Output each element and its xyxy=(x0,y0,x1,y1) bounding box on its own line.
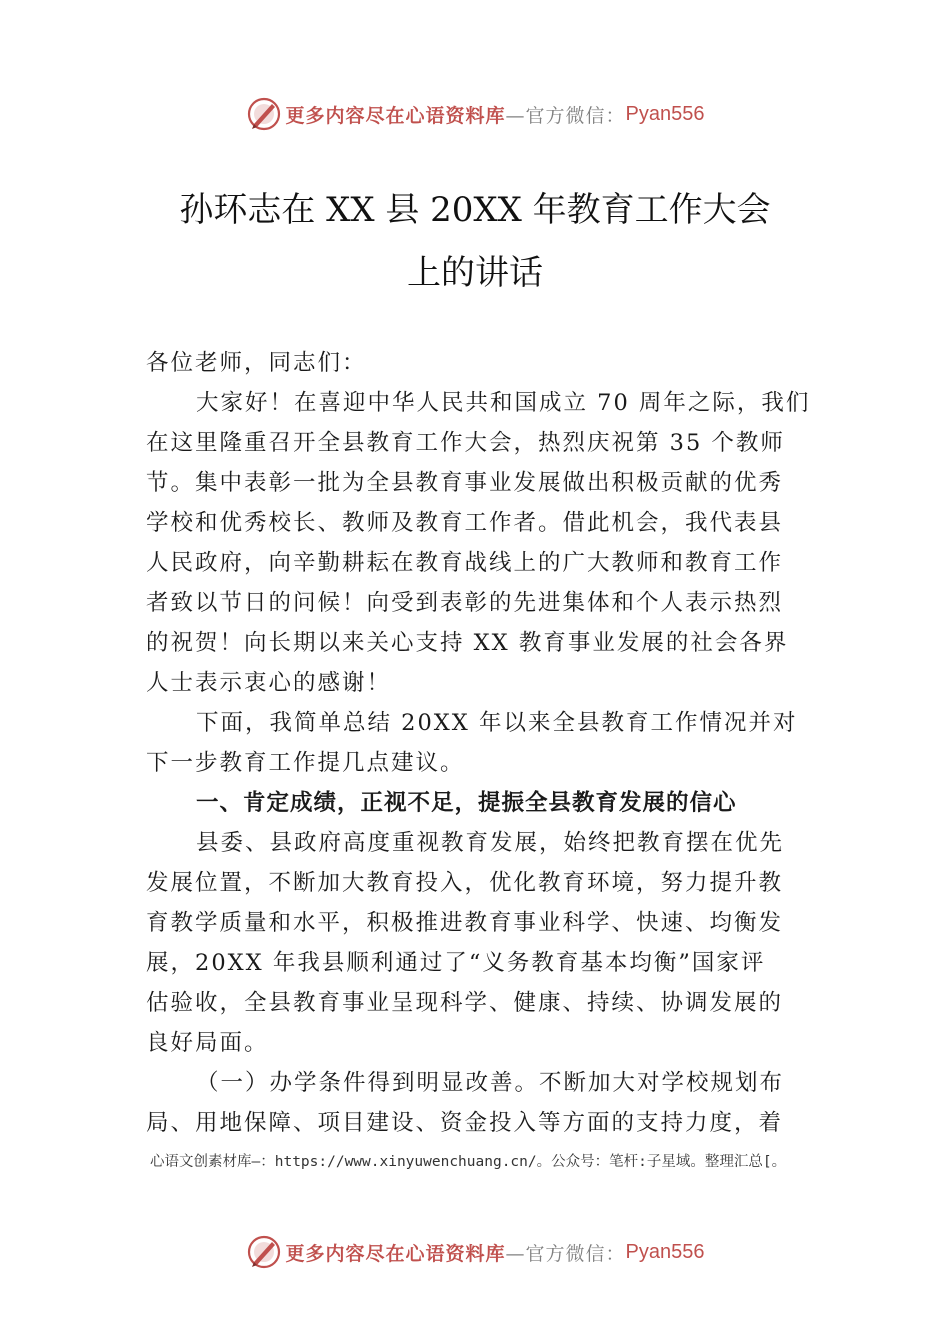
body-line: 下一步教育工作提几点建议。 xyxy=(146,750,465,776)
body-line: 局、用地保障、项目建设、资金投入等方面的支持力度，着 xyxy=(146,1110,784,1136)
body-line: 育教学质量和水平，积极推进教育事业科学、快速、均衡发 xyxy=(146,910,784,936)
watermark-banner-bottom xyxy=(0,1232,950,1272)
body-line: 估验收，全县教育事业呈现科学、健康、持续、协调发展的 xyxy=(146,990,784,1016)
body-line: （一）办学条件得到明显改善。不断加大对学校规划布 xyxy=(196,1070,785,1096)
body-line: 者致以节日的问候！向受到表彰的先进集体和个人表示热烈 xyxy=(146,590,784,616)
watermark-wechat-id: Pyan556 xyxy=(625,1240,705,1263)
body-line: 下面，我简单总结 20XX 年以来全县教育工作情况并对 xyxy=(196,710,798,736)
body-line: 学校和优秀校长、教师及教育工作者。借此机会，我代表县 xyxy=(146,510,784,536)
body-line: 发展位置，不断加大教育投入，优化教育环境，努力提升教 xyxy=(146,870,784,896)
watermark-wechat-id: Pyan556 xyxy=(625,102,705,125)
body-line: 大家好！在喜迎中华人民共和国成立 70 周年之际，我们 xyxy=(196,390,811,416)
body-line: 在这里隆重召开全县教育工作大会，热烈庆祝第 35 个教师 xyxy=(146,430,785,456)
watermark-wechat-label: —官方微信： xyxy=(505,1242,626,1265)
document-title-line1: 孙环志在 XX 县 20XX 年教育工作大会 xyxy=(179,190,771,230)
section-heading: 一、肯定成绩，正视不足，提振全县教育发展的信心 xyxy=(196,790,737,816)
body-line: 良好局面。 xyxy=(146,1030,269,1056)
body-line: 人士表示衷心的感谢！ xyxy=(146,670,392,696)
body-line: 展，20XX 年我县顺利通过了“义务教育基本均衡”国家评 xyxy=(146,950,766,976)
document-title-line2: 上的讲话 xyxy=(407,253,543,293)
body-line: 节。集中表彰一批为全县教育事业发展做出积极贡献的优秀 xyxy=(146,470,784,496)
watermark-wechat-label: —官方微信： xyxy=(505,104,626,127)
watermark-text: 更多内容尽在心语资料库 xyxy=(285,104,506,127)
speech-body xyxy=(146,343,811,1143)
pen-seal-logo-icon xyxy=(246,96,282,132)
pen-seal-logo-icon xyxy=(246,1234,282,1270)
body-line: 县委、县政府高度重视教育发展，始终把教育摆在优先 xyxy=(196,830,785,856)
source-footer-note: 心语文创素材库—：https://www.xinyuwenchuang.cn/。公众号：笔杆:子星域。整理汇总[。 xyxy=(150,1154,787,1170)
body-line: 的祝贺！向长期以来关心支持 XX 教育事业发展的社会各界 xyxy=(146,630,789,656)
body-line: 人民政府，向辛勤耕耘在教育战线上的广大教师和教育工作 xyxy=(146,550,784,576)
watermark-text: 更多内容尽在心语资料库 xyxy=(285,1242,506,1265)
watermark-banner-top xyxy=(0,94,950,134)
greeting: 各位老师，同志们： xyxy=(146,350,367,376)
